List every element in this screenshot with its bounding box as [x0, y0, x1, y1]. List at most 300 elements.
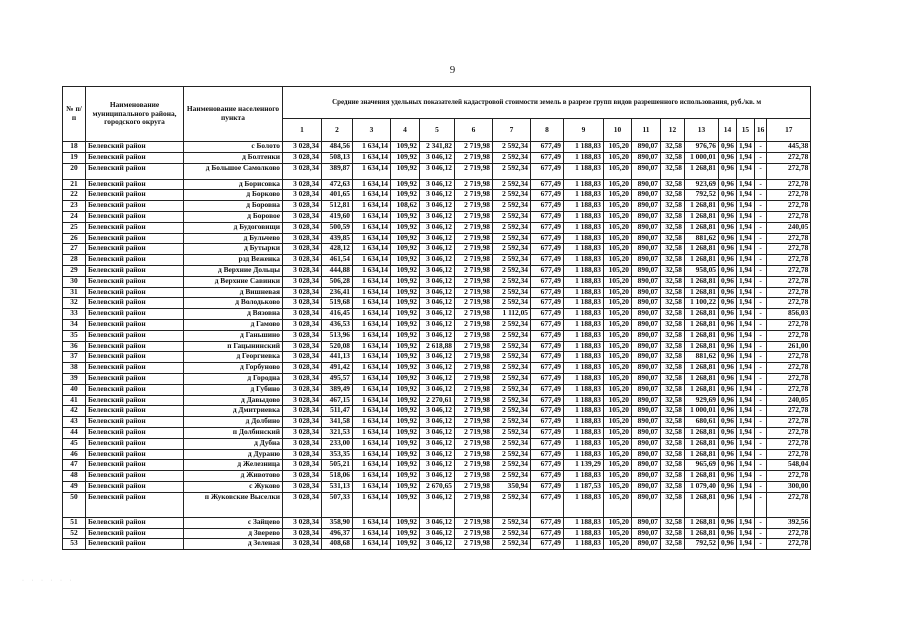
- value-cell: 105,20: [604, 152, 632, 163]
- value-cell: 3 028,34: [283, 384, 322, 395]
- value-cell: 2 719,98: [455, 287, 493, 298]
- row-number: 30: [63, 276, 86, 287]
- value-cell: 461,54: [322, 255, 353, 266]
- value-cell: 3 046,12: [420, 449, 455, 460]
- value-cell: 32,58: [661, 265, 685, 276]
- table-row: [63, 142, 811, 153]
- header-group-column: 13: [685, 119, 719, 142]
- value-cell: 1 188,83: [564, 492, 604, 517]
- value-cell: 1 268,81: [685, 330, 719, 341]
- value-cell: 109,92: [391, 438, 420, 449]
- value-cell: 2 719,98: [455, 319, 493, 330]
- value-cell: 2 719,98: [455, 539, 493, 550]
- value-cell: 2 719,98: [455, 244, 493, 255]
- value-cell: 929,69: [685, 395, 719, 406]
- value-cell: 3 028,34: [283, 265, 322, 276]
- value-cell: 2 592,34: [493, 341, 531, 352]
- value-cell: 272,78: [767, 528, 811, 539]
- value-cell: -: [754, 460, 766, 471]
- value-cell: 109,92: [391, 163, 420, 179]
- district-name: Белевский район: [86, 352, 184, 363]
- value-cell: 1 634,14: [353, 417, 391, 428]
- settlement-name: с Зайцево: [184, 517, 283, 528]
- value-cell: 108,62: [391, 201, 420, 212]
- value-cell: 680,61: [685, 417, 719, 428]
- value-cell: 3 028,34: [283, 233, 322, 244]
- settlement-name: рзд Веженка: [184, 255, 283, 266]
- value-cell: 109,92: [391, 427, 420, 438]
- value-cell: 0,96: [719, 528, 737, 539]
- value-cell: 0,96: [719, 539, 737, 550]
- value-cell: 350,94: [493, 481, 531, 492]
- value-cell: 109,92: [391, 471, 420, 482]
- value-cell: 890,07: [632, 460, 661, 471]
- value-cell: 105,20: [604, 142, 632, 153]
- value-cell: -: [754, 142, 766, 153]
- value-cell: 1 634,14: [353, 352, 391, 363]
- value-cell: 0,96: [719, 211, 737, 222]
- value-cell: 1 188,83: [564, 406, 604, 417]
- value-cell: -: [754, 406, 766, 417]
- value-cell: 1 188,83: [564, 309, 604, 320]
- value-cell: 1 188,83: [564, 352, 604, 363]
- value-cell: 1,94: [736, 211, 754, 222]
- district-name: Белевский район: [86, 406, 184, 417]
- value-cell: 3 046,12: [420, 471, 455, 482]
- value-cell: 890,07: [632, 481, 661, 492]
- value-cell: -: [754, 528, 766, 539]
- district-name: Белевский район: [86, 298, 184, 309]
- value-cell: 1,94: [736, 373, 754, 384]
- table-row: [63, 276, 811, 287]
- value-cell: 1 188,83: [564, 373, 604, 384]
- value-cell: 1 268,81: [685, 255, 719, 266]
- value-cell: 0,96: [719, 341, 737, 352]
- value-cell: 1 188,83: [564, 449, 604, 460]
- value-cell: 2 719,98: [455, 222, 493, 233]
- value-cell: -: [754, 222, 766, 233]
- value-cell: 1,94: [736, 363, 754, 374]
- value-cell: 1 268,81: [685, 309, 719, 320]
- value-cell: 3 046,12: [420, 417, 455, 428]
- value-cell: 2 719,98: [455, 438, 493, 449]
- value-cell: 1,94: [736, 319, 754, 330]
- value-cell: 2 592,34: [493, 406, 531, 417]
- value-cell: 3 028,34: [283, 319, 322, 330]
- value-cell: 105,20: [604, 319, 632, 330]
- value-cell: 272,78: [767, 427, 811, 438]
- value-cell: 513,96: [322, 330, 353, 341]
- value-cell: 890,07: [632, 211, 661, 222]
- value-cell: 890,07: [632, 373, 661, 384]
- value-cell: 32,58: [661, 352, 685, 363]
- value-cell: 1 268,81: [685, 201, 719, 212]
- value-cell: 109,92: [391, 222, 420, 233]
- table-row: [63, 163, 811, 179]
- district-name: Белевский район: [86, 449, 184, 460]
- value-cell: 472,63: [322, 179, 353, 190]
- value-cell: 890,07: [632, 163, 661, 179]
- header-group-column: 4: [391, 119, 420, 142]
- value-cell: 1 268,81: [685, 244, 719, 255]
- value-cell: 32,58: [661, 298, 685, 309]
- value-cell: 677,49: [531, 244, 564, 255]
- value-cell: 3 028,34: [283, 352, 322, 363]
- value-cell: 976,76: [685, 142, 719, 153]
- value-cell: 3 046,12: [420, 222, 455, 233]
- value-cell: 677,49: [531, 438, 564, 449]
- value-cell: 1,94: [736, 341, 754, 352]
- row-number: 42: [63, 406, 86, 417]
- value-cell: 109,92: [391, 492, 420, 517]
- value-cell: 3 046,12: [420, 190, 455, 201]
- value-cell: 2 592,34: [493, 427, 531, 438]
- value-cell: 0,96: [719, 417, 737, 428]
- value-cell: 2 719,98: [455, 341, 493, 352]
- value-cell: 677,49: [531, 384, 564, 395]
- value-cell: 105,20: [604, 528, 632, 539]
- value-cell: 2 592,34: [493, 276, 531, 287]
- row-number: 46: [63, 449, 86, 460]
- value-cell: -: [754, 287, 766, 298]
- value-cell: 2 719,98: [455, 265, 493, 276]
- value-cell: 0,96: [719, 427, 737, 438]
- value-cell: 0,96: [719, 471, 737, 482]
- value-cell: 436,53: [322, 319, 353, 330]
- value-cell: 1,94: [736, 142, 754, 153]
- settlement-name: д Горбуново: [184, 363, 283, 374]
- value-cell: 32,58: [661, 460, 685, 471]
- value-cell: 3 028,34: [283, 163, 322, 179]
- value-cell: 3 028,34: [283, 244, 322, 255]
- value-cell: 890,07: [632, 427, 661, 438]
- value-cell: 507,33: [322, 492, 353, 517]
- value-cell: 1 079,40: [685, 481, 719, 492]
- value-cell: 881,62: [685, 352, 719, 363]
- value-cell: 1,94: [736, 179, 754, 190]
- value-cell: 1,94: [736, 255, 754, 266]
- value-cell: 109,92: [391, 517, 420, 528]
- value-cell: 677,49: [531, 427, 564, 438]
- value-cell: 2 592,34: [493, 319, 531, 330]
- settlement-name: с Жуково: [184, 481, 283, 492]
- value-cell: 109,92: [391, 211, 420, 222]
- value-cell: 2 670,65: [420, 481, 455, 492]
- value-cell: 1 188,83: [564, 163, 604, 179]
- district-name: Белевский район: [86, 190, 184, 201]
- row-number: 45: [63, 438, 86, 449]
- value-cell: 300,00: [767, 481, 811, 492]
- header-group-column: 17: [767, 119, 811, 142]
- settlement-name: д Боровна: [184, 201, 283, 212]
- value-cell: 1 188,83: [564, 363, 604, 374]
- value-cell: -: [754, 190, 766, 201]
- value-cell: 1 268,81: [685, 384, 719, 395]
- value-cell: 2 719,98: [455, 384, 493, 395]
- value-cell: 677,49: [531, 276, 564, 287]
- value-cell: 890,07: [632, 244, 661, 255]
- district-name: Белевский район: [86, 539, 184, 550]
- value-cell: 2 592,34: [493, 373, 531, 384]
- settlement-name: д Борково: [184, 190, 283, 201]
- value-cell: 677,49: [531, 517, 564, 528]
- district-name: Белевский район: [86, 481, 184, 492]
- value-cell: -: [754, 373, 766, 384]
- value-cell: 677,49: [531, 492, 564, 517]
- value-cell: 2 592,34: [493, 244, 531, 255]
- row-number: 21: [63, 179, 86, 190]
- value-cell: 272,78: [767, 233, 811, 244]
- value-cell: 1 188,83: [564, 539, 604, 550]
- value-cell: 890,07: [632, 352, 661, 363]
- district-name: Белевский район: [86, 255, 184, 266]
- value-cell: 32,58: [661, 330, 685, 341]
- district-name: Белевский район: [86, 201, 184, 212]
- value-cell: 965,69: [685, 460, 719, 471]
- settlement-name: д Гамово: [184, 319, 283, 330]
- row-number: 29: [63, 265, 86, 276]
- table-row: [63, 406, 811, 417]
- row-number: 35: [63, 330, 86, 341]
- value-cell: 1 000,01: [685, 152, 719, 163]
- header-group-column: 14: [719, 119, 737, 142]
- header-group-column: 5: [420, 119, 455, 142]
- row-number: 18: [63, 142, 86, 153]
- settlement-name: д Георгиевка: [184, 352, 283, 363]
- value-cell: 2 592,34: [493, 471, 531, 482]
- row-number: 34: [63, 319, 86, 330]
- value-cell: 3 046,12: [420, 517, 455, 528]
- value-cell: 3 028,34: [283, 190, 322, 201]
- table-row: [63, 438, 811, 449]
- value-cell: 272,78: [767, 417, 811, 428]
- value-cell: -: [754, 179, 766, 190]
- value-cell: 495,57: [322, 373, 353, 384]
- value-cell: 1 634,14: [353, 384, 391, 395]
- value-cell: 3 028,34: [283, 517, 322, 528]
- header-group-column: 15: [736, 119, 754, 142]
- value-cell: 2 719,98: [455, 179, 493, 190]
- value-cell: 32,58: [661, 276, 685, 287]
- value-cell: 519,68: [322, 298, 353, 309]
- value-cell: 1 634,14: [353, 265, 391, 276]
- settlement-name: д Большое Самолково: [184, 163, 283, 179]
- value-cell: 272,78: [767, 298, 811, 309]
- value-cell: 1 634,14: [353, 319, 391, 330]
- value-cell: 105,20: [604, 201, 632, 212]
- value-cell: 445,38: [767, 142, 811, 153]
- value-cell: 1 268,81: [685, 276, 719, 287]
- value-cell: 890,07: [632, 319, 661, 330]
- value-cell: 1,94: [736, 492, 754, 517]
- table-row: [63, 233, 811, 244]
- value-cell: 2 719,98: [455, 298, 493, 309]
- row-number: 28: [63, 255, 86, 266]
- value-cell: 3 046,12: [420, 492, 455, 517]
- value-cell: 1 634,14: [353, 309, 391, 320]
- value-cell: 1 634,14: [353, 222, 391, 233]
- value-cell: 0,96: [719, 233, 737, 244]
- value-cell: 109,92: [391, 265, 420, 276]
- value-cell: 467,15: [322, 395, 353, 406]
- value-cell: 444,88: [322, 265, 353, 276]
- value-cell: 2 719,98: [455, 417, 493, 428]
- value-cell: 1 634,14: [353, 287, 391, 298]
- district-name: Белевский район: [86, 211, 184, 222]
- value-cell: 3 028,34: [283, 211, 322, 222]
- value-cell: 32,58: [661, 163, 685, 179]
- value-cell: 109,92: [391, 460, 420, 471]
- value-cell: 2 592,34: [493, 265, 531, 276]
- value-cell: 32,58: [661, 233, 685, 244]
- value-cell: -: [754, 481, 766, 492]
- table-row: [63, 460, 811, 471]
- value-cell: 1 634,14: [353, 528, 391, 539]
- value-cell: 439,85: [322, 233, 353, 244]
- settlement-name: с Болото: [184, 142, 283, 153]
- value-cell: 1 634,14: [353, 438, 391, 449]
- header-group-title: Средние значения удельных показателей кадастровой стоимости земель в разрезе групп видов разрешенного использования, руб./кв. м: [283, 87, 811, 119]
- header-group-column: 7: [493, 119, 531, 142]
- table-row: [63, 481, 811, 492]
- value-cell: 2 592,34: [493, 352, 531, 363]
- district-name: Белевский район: [86, 341, 184, 352]
- value-cell: 677,49: [531, 395, 564, 406]
- district-name: Белевский район: [86, 330, 184, 341]
- value-cell: 890,07: [632, 265, 661, 276]
- value-cell: 3 046,12: [420, 330, 455, 341]
- value-cell: 272,78: [767, 363, 811, 374]
- value-cell: 0,96: [719, 163, 737, 179]
- value-cell: 2 592,34: [493, 152, 531, 163]
- value-cell: 3 028,34: [283, 309, 322, 320]
- value-cell: 109,92: [391, 319, 420, 330]
- value-cell: 109,92: [391, 395, 420, 406]
- value-cell: 109,92: [391, 287, 420, 298]
- row-number: 24: [63, 211, 86, 222]
- value-cell: 2 719,98: [455, 406, 493, 417]
- value-cell: 1 634,14: [353, 449, 391, 460]
- value-cell: 890,07: [632, 287, 661, 298]
- table-row: [63, 471, 811, 482]
- table-row: [63, 255, 811, 266]
- value-cell: 3 028,34: [283, 298, 322, 309]
- value-cell: 1 268,81: [685, 449, 719, 460]
- value-cell: 890,07: [632, 190, 661, 201]
- value-cell: 1 268,81: [685, 222, 719, 233]
- value-cell: 1,94: [736, 417, 754, 428]
- cadastral-value-table: [62, 86, 811, 550]
- value-cell: 1 188,83: [564, 142, 604, 153]
- district-name: Белевский район: [86, 395, 184, 406]
- value-cell: 2 719,98: [455, 481, 493, 492]
- value-cell: 272,78: [767, 265, 811, 276]
- value-cell: 2 592,34: [493, 233, 531, 244]
- district-name: Белевский район: [86, 265, 184, 276]
- value-cell: 1,94: [736, 287, 754, 298]
- value-cell: 105,20: [604, 265, 632, 276]
- value-cell: 272,78: [767, 152, 811, 163]
- value-cell: 105,20: [604, 373, 632, 384]
- value-cell: 32,58: [661, 395, 685, 406]
- value-cell: 272,78: [767, 373, 811, 384]
- value-cell: 1 634,14: [353, 341, 391, 352]
- settlement-name: д Бульчево: [184, 233, 283, 244]
- row-number: 33: [63, 309, 86, 320]
- value-cell: 272,78: [767, 276, 811, 287]
- value-cell: 1 634,14: [353, 152, 391, 163]
- value-cell: -: [754, 330, 766, 341]
- value-cell: 105,20: [604, 244, 632, 255]
- value-cell: 1,94: [736, 471, 754, 482]
- value-cell: 1,94: [736, 233, 754, 244]
- settlement-name: д Дураню: [184, 449, 283, 460]
- value-cell: -: [754, 244, 766, 255]
- value-cell: 0,96: [719, 384, 737, 395]
- value-cell: 548,04: [767, 460, 811, 471]
- value-cell: 3 028,34: [283, 449, 322, 460]
- value-cell: 32,58: [661, 244, 685, 255]
- value-cell: 105,20: [604, 255, 632, 266]
- value-cell: 508,13: [322, 152, 353, 163]
- value-cell: 2 719,98: [455, 427, 493, 438]
- value-cell: 3 046,12: [420, 265, 455, 276]
- value-cell: 1 268,81: [685, 211, 719, 222]
- value-cell: 1,94: [736, 395, 754, 406]
- value-cell: 1 188,83: [564, 222, 604, 233]
- value-cell: 1 188,83: [564, 438, 604, 449]
- value-cell: 2 719,98: [455, 460, 493, 471]
- value-cell: 500,59: [322, 222, 353, 233]
- value-cell: 32,58: [661, 384, 685, 395]
- value-cell: 3 046,12: [420, 276, 455, 287]
- value-cell: -: [754, 255, 766, 266]
- value-cell: 3 028,34: [283, 152, 322, 163]
- value-cell: 105,20: [604, 384, 632, 395]
- settlement-name: д Ганьшино: [184, 330, 283, 341]
- value-cell: 428,12: [322, 244, 353, 255]
- value-cell: 32,58: [661, 142, 685, 153]
- value-cell: 109,92: [391, 309, 420, 320]
- value-cell: 109,92: [391, 244, 420, 255]
- value-cell: 890,07: [632, 233, 661, 244]
- value-cell: 3 046,12: [420, 460, 455, 471]
- value-cell: -: [754, 152, 766, 163]
- value-cell: 1 634,14: [353, 363, 391, 374]
- value-cell: 272,78: [767, 244, 811, 255]
- value-cell: 3 028,34: [283, 471, 322, 482]
- value-cell: 1,94: [736, 438, 754, 449]
- value-cell: 677,49: [531, 330, 564, 341]
- value-cell: 1 634,14: [353, 190, 391, 201]
- value-cell: 0,96: [719, 255, 737, 266]
- value-cell: 890,07: [632, 341, 661, 352]
- row-number: 36: [63, 341, 86, 352]
- value-cell: 1,94: [736, 190, 754, 201]
- value-cell: 3 046,12: [420, 438, 455, 449]
- value-cell: 677,49: [531, 201, 564, 212]
- value-cell: 0,96: [719, 352, 737, 363]
- district-name: Белевский район: [86, 319, 184, 330]
- value-cell: -: [754, 417, 766, 428]
- value-cell: -: [754, 352, 766, 363]
- value-cell: 2 592,34: [493, 449, 531, 460]
- value-cell: 677,49: [531, 255, 564, 266]
- value-cell: 890,07: [632, 309, 661, 320]
- value-cell: 1 112,05: [493, 309, 531, 320]
- value-cell: 105,20: [604, 363, 632, 374]
- value-cell: 109,92: [391, 298, 420, 309]
